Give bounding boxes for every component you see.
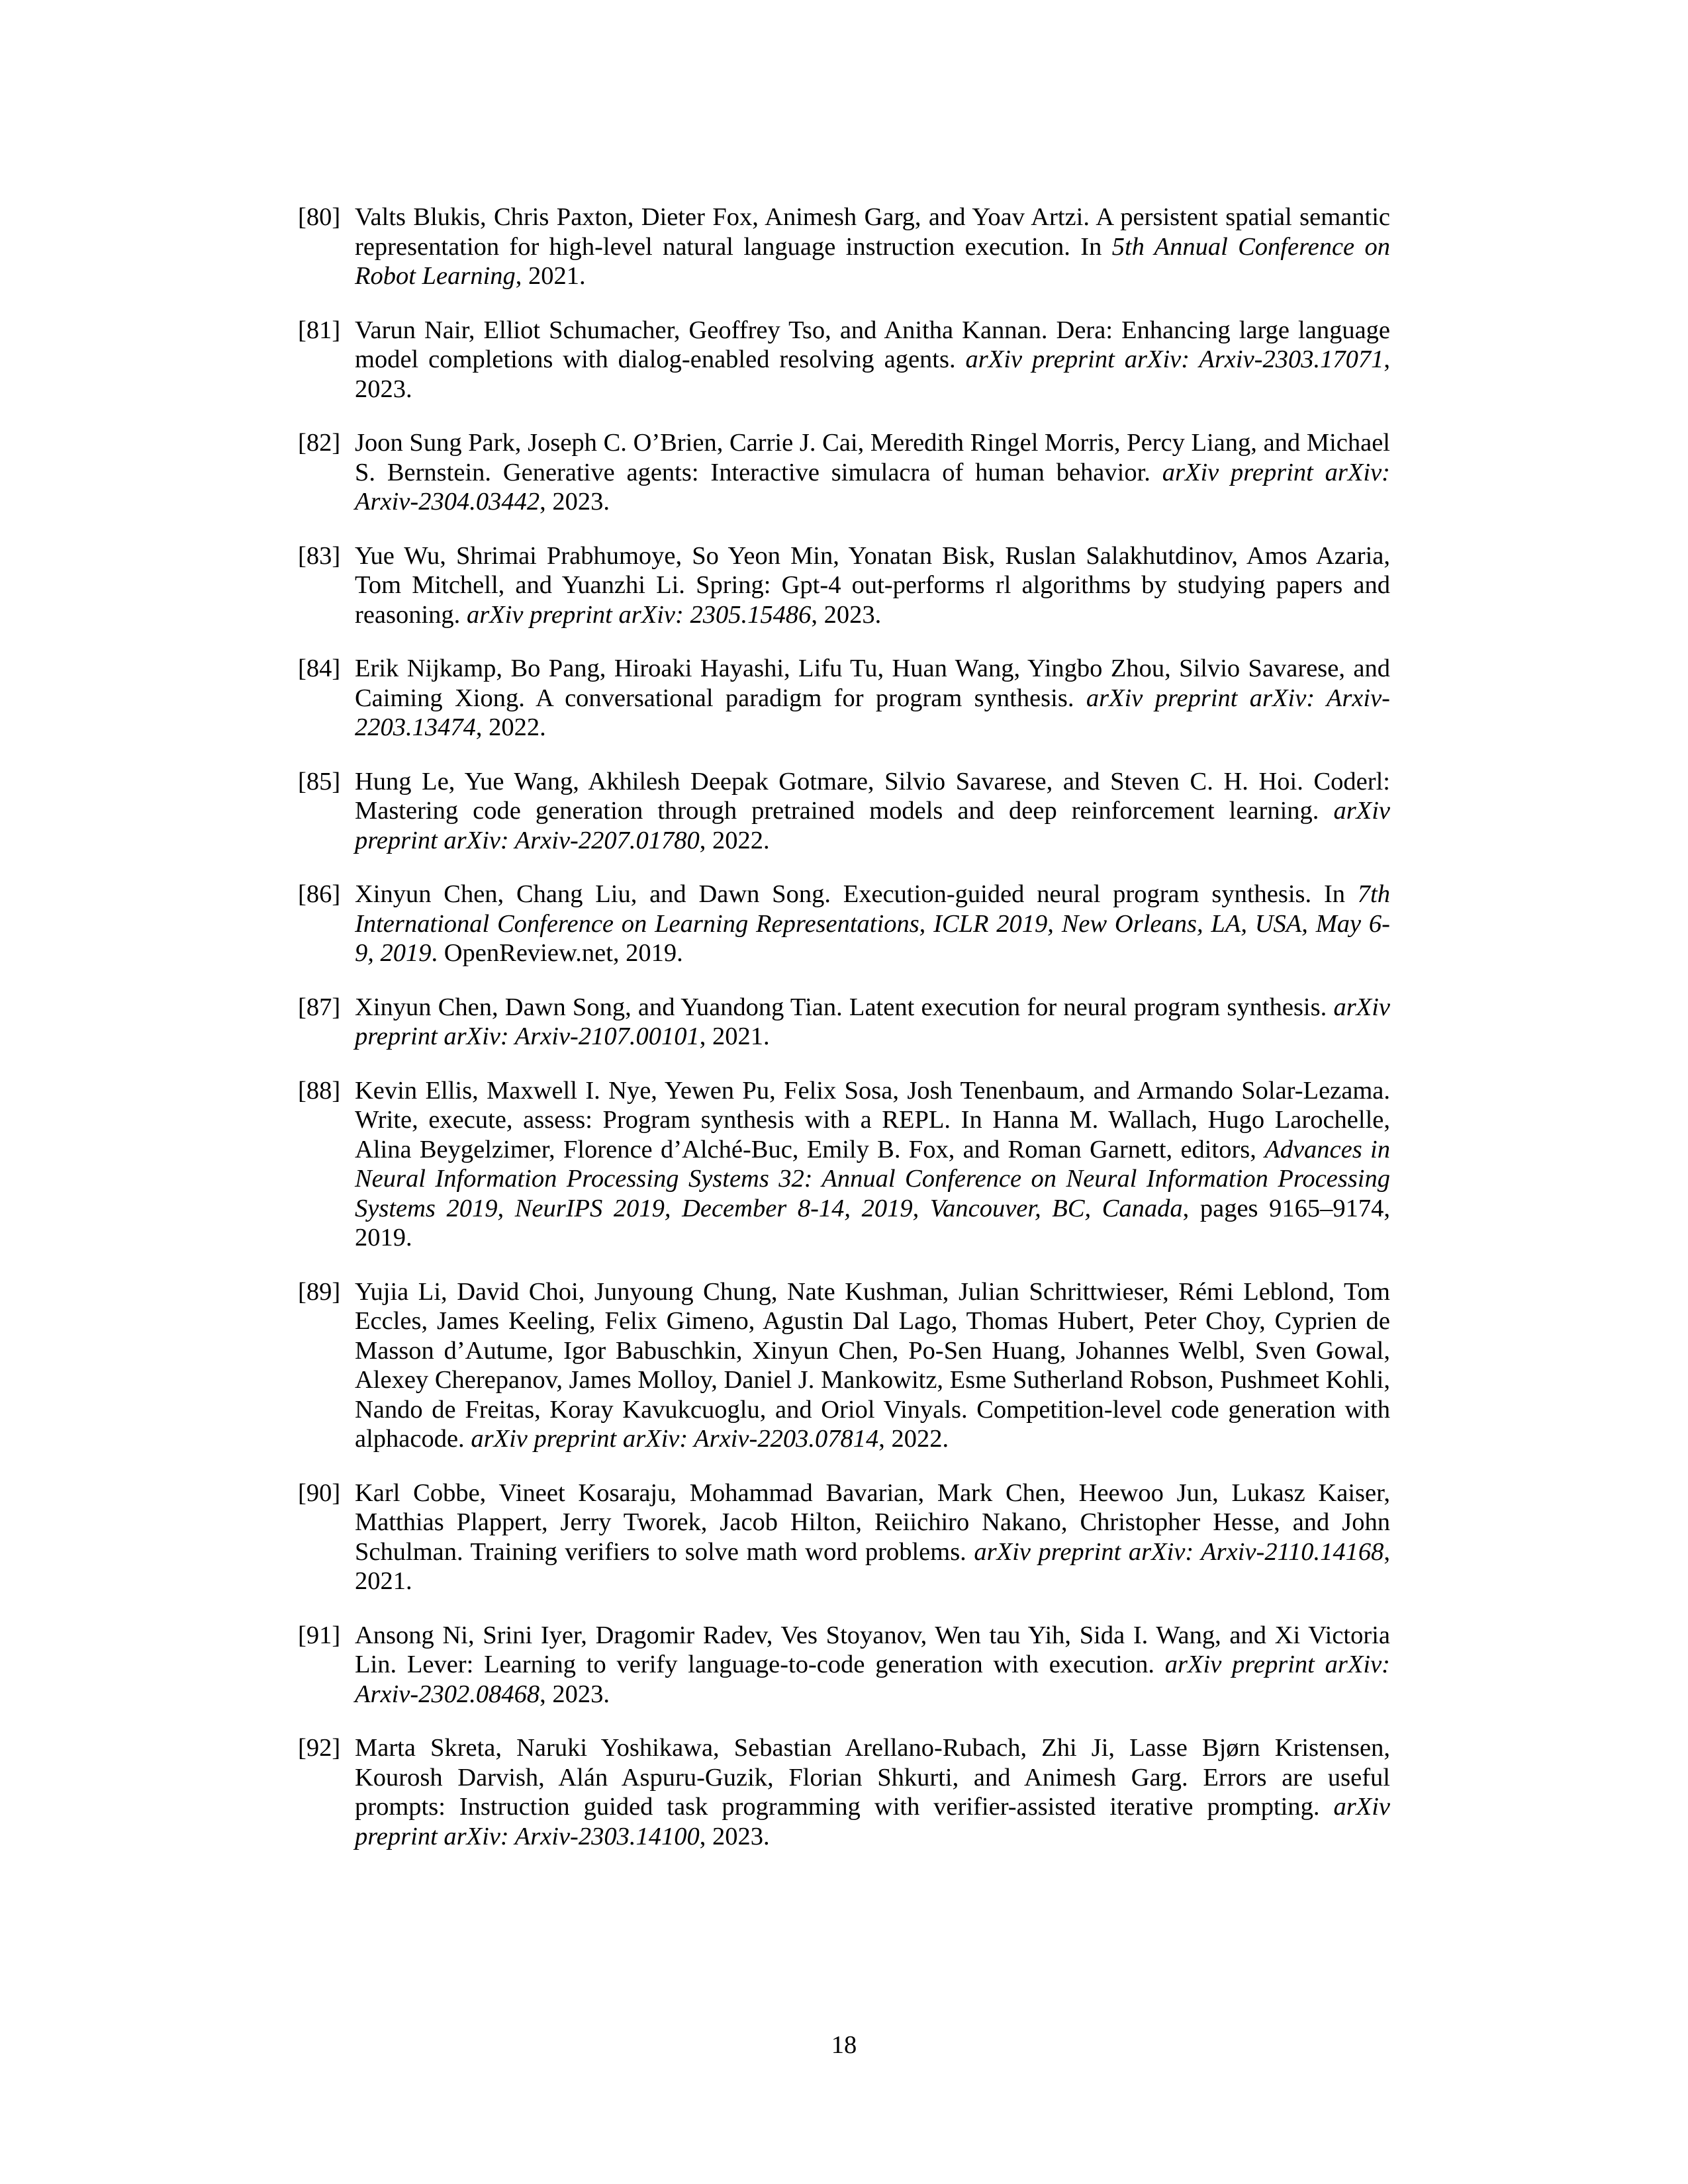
reference-text: [355, 880, 1390, 968]
reference-entry-86: [298, 880, 1390, 968]
reference-venue: arXiv preprint arXiv: Arxiv-2203.13474: [355, 684, 1391, 741]
reference-entry-81: [298, 316, 1390, 404]
reference-list: [298, 203, 1390, 1876]
page-number: 18: [831, 2031, 857, 2059]
reference-tail: , 2023.: [811, 600, 882, 629]
reference-text: [355, 1733, 1390, 1851]
reference-authors-title: Karl Cobbe, Vineet Kosaraju, Mohammad Bavarian, Mark Chen, Heewoo Jun, Lukasz Kaiser, Matthias Plappert, Jerry Tworek, Jacob Hilton, Reiichiro Nakano, Christopher Hesse, and John Schulman. Training verifiers to solve math word problems.: [355, 1479, 1390, 1566]
reference-venue: arXiv preprint arXiv: 2305.15486: [466, 600, 812, 629]
reference-venue: arXiv preprint arXiv: Arxiv-2110.14168: [974, 1537, 1384, 1566]
reference-authors-title: Ansong Ni, Srini Iyer, Dragomir Radev, Ves Stoyanov, Wen tau Yih, Sida I. Wang, and Xi Victoria Lin. Lever: Learning to verify language-to-code generation with execution.: [355, 1621, 1390, 1678]
reference-authors-title: Joon Sung Park, Joseph C. O’Brien, Carrie J. Cai, Meredith Ringel Morris, Percy Liang, and Michael S. Bernstein. Generative agents: Interactive simulacra of human behavior.: [355, 429, 1390, 486]
reference-text: [355, 767, 1390, 856]
reference-venue: arXiv preprint arXiv: Arxiv-2107.00101: [355, 993, 1390, 1050]
reference-number: [89]: [298, 1277, 341, 1306]
reference-authors-title: Yujia Li, David Choi, Junyoung Chung, Nate Kushman, Julian Schrittwieser, Rémi Leblond, Tom Eccles, James Keeling, Felix Gimeno, Agustin Dal Lago, Thomas Hubert, Peter Choy, Cyprien de Masson d’Autume, Igor Babuschkin, Xinyun Chen, Po-Sen Huang, Johannes Welbl, Sven Gowal, Alexey Cherepanov, James Molloy, Daniel J. Mankowitz, Esme Sutherland Robson, Pushmeet Kohli, Nando de Freitas, Koray Kavukcuoglu, and Oriol Vinyals. Competition-level code generation with alphacode.: [355, 1277, 1390, 1453]
reference-tail: . OpenReview.net, 2019.: [431, 939, 683, 967]
reference-authors-title: Valts Blukis, Chris Paxton, Dieter Fox, Animesh Garg, and Yoav Artzi. A persistent spatial semantic representation for high-level natural language instruction execution. In: [355, 203, 1390, 261]
reference-venue: 7th International Conference on Learning Representations, ICLR 2019, New Orleans, LA, USA, May 6-9, 2019: [355, 880, 1390, 967]
reference-venue: arXiv preprint arXiv: Arxiv-2303.14100: [355, 1793, 1390, 1850]
reference-tail: , 2021.: [515, 262, 586, 290]
reference-venue: arXiv preprint arXiv: Arxiv-2203.07814: [471, 1425, 879, 1453]
reference-entry-89: [298, 1277, 1390, 1454]
reference-number: [92]: [298, 1734, 341, 1762]
reference-text: [355, 1277, 1390, 1454]
reference-authors-title: Xinyun Chen, Chang Liu, and Dawn Song. Execution-guided neural program synthesis. In: [355, 880, 1358, 908]
reference-number: [81]: [298, 316, 341, 344]
reference-text: [355, 428, 1390, 517]
reference-authors-title: Yue Wu, Shrimai Prabhumoye, So Yeon Min, Yonatan Bisk, Ruslan Salakhutdinov, Amos Azaria, Tom Mitchell, and Yuanzhi Li. Spring: Gpt-4 out-performs rl algorithms by studying papers and reasoning.: [355, 541, 1390, 629]
reference-authors-title: Erik Nijkamp, Bo Pang, Hiroaki Hayashi, Lifu Tu, Huan Wang, Yingbo Zhou, Silvio Savarese, and Caiming Xiong. A conversational paradigm for program synthesis.: [355, 655, 1390, 712]
reference-text: [355, 993, 1390, 1052]
reference-tail: , 2022.: [878, 1425, 949, 1453]
reference-entry-82: [298, 428, 1390, 517]
reference-text: [355, 1621, 1390, 1709]
reference-authors-title: Hung Le, Yue Wang, Akhilesh Deepak Gotmare, Silvio Savarese, and Steven C. H. Hoi. Coderl: Mastering code generation through pretrained models and deep reinforcement learning.: [355, 767, 1390, 825]
reference-entry-80: [298, 203, 1390, 291]
reference-tail: , 2022.: [475, 713, 546, 741]
reference-tail: , 2023.: [539, 488, 610, 516]
reference-number: [82]: [298, 429, 341, 457]
reference-venue: Advances in Neural Information Processing Systems 32: Annual Conference on Neural Information Processing Systems 2019, NeurIPS 2019, December 8-14, 2019, Vancouver, BC, Canada: [355, 1135, 1390, 1222]
reference-venue: arXiv preprint arXiv: Arxiv-2207.01780: [355, 797, 1390, 854]
reference-tail: , 2023.: [355, 345, 1390, 403]
reference-tail: , pages 9165–9174, 2019.: [355, 1194, 1390, 1251]
reference-number: [85]: [298, 767, 341, 796]
reference-tail: , 2021.: [355, 1537, 1390, 1595]
reference-text: [355, 654, 1390, 743]
reference-text: [355, 1076, 1390, 1253]
reference-venue: arXiv preprint arXiv: Arxiv-2303.17071: [965, 345, 1384, 373]
reference-number: [87]: [298, 993, 341, 1021]
reference-venue: arXiv preprint arXiv: Arxiv-2304.03442: [355, 458, 1390, 516]
reference-number: [86]: [298, 880, 341, 908]
reference-entry-92: [298, 1733, 1390, 1851]
reference-text: [355, 203, 1390, 291]
reference-entry-90: [298, 1479, 1390, 1596]
reference-entry-85: [298, 767, 1390, 856]
reference-text: [355, 1479, 1390, 1596]
reference-entry-87: [298, 993, 1390, 1052]
reference-tail: , 2023.: [539, 1680, 610, 1708]
reference-tail: , 2021.: [699, 1023, 770, 1050]
reference-number: [88]: [298, 1076, 341, 1105]
reference-number: [84]: [298, 655, 341, 682]
reference-authors-title: Xinyun Chen, Dawn Song, and Yuandong Tian. Latent execution for neural program synthesis.: [355, 993, 1334, 1021]
reference-authors-title: Kevin Ellis, Maxwell I. Nye, Yewen Pu, Felix Sosa, Josh Tenenbaum, and Armando Solar-Lezama. Write, execute, assess: Program synthesis with a REPL. In Hanna M. Wallach, Hugo Larochelle, Alina Beygelzimer, Florence d’Alché-Buc, Emily B. Fox, and Roman Garnett, editors,: [355, 1076, 1390, 1163]
reference-text: [355, 316, 1390, 404]
reference-entry-91: [298, 1621, 1390, 1709]
reference-tail: , 2023.: [699, 1822, 770, 1850]
reference-tail: , 2022.: [699, 826, 770, 854]
reference-venue: arXiv preprint arXiv: Arxiv-2302.08468: [355, 1651, 1390, 1708]
reference-entry-88: [298, 1076, 1390, 1253]
reference-number: [80]: [298, 203, 341, 231]
reference-entry-84: [298, 654, 1390, 743]
reference-authors-title: Varun Nair, Elliot Schumacher, Geoffrey Tso, and Anitha Kannan. Dera: Enhancing large language model completions with dialog-enabled resolving agents.: [355, 316, 1390, 373]
reference-number: [90]: [298, 1479, 341, 1507]
reference-text: [355, 541, 1390, 630]
reference-number: [83]: [298, 541, 341, 570]
reference-authors-title: Marta Skreta, Naruki Yoshikawa, Sebastian Arellano-Rubach, Zhi Ji, Lasse Bjørn Kristensen, Kourosh Darvish, Alán Aspuru-Guzik, Florian Shkurti, and Animesh Garg. Errors are useful prompts: Instruction guided task programming with verifier-assisted iterative prompting.: [355, 1734, 1390, 1821]
reference-venue: 5th Annual Conference on Robot Learning: [355, 232, 1390, 290]
reference-entry-83: [298, 541, 1390, 630]
reference-number: [91]: [298, 1621, 341, 1649]
